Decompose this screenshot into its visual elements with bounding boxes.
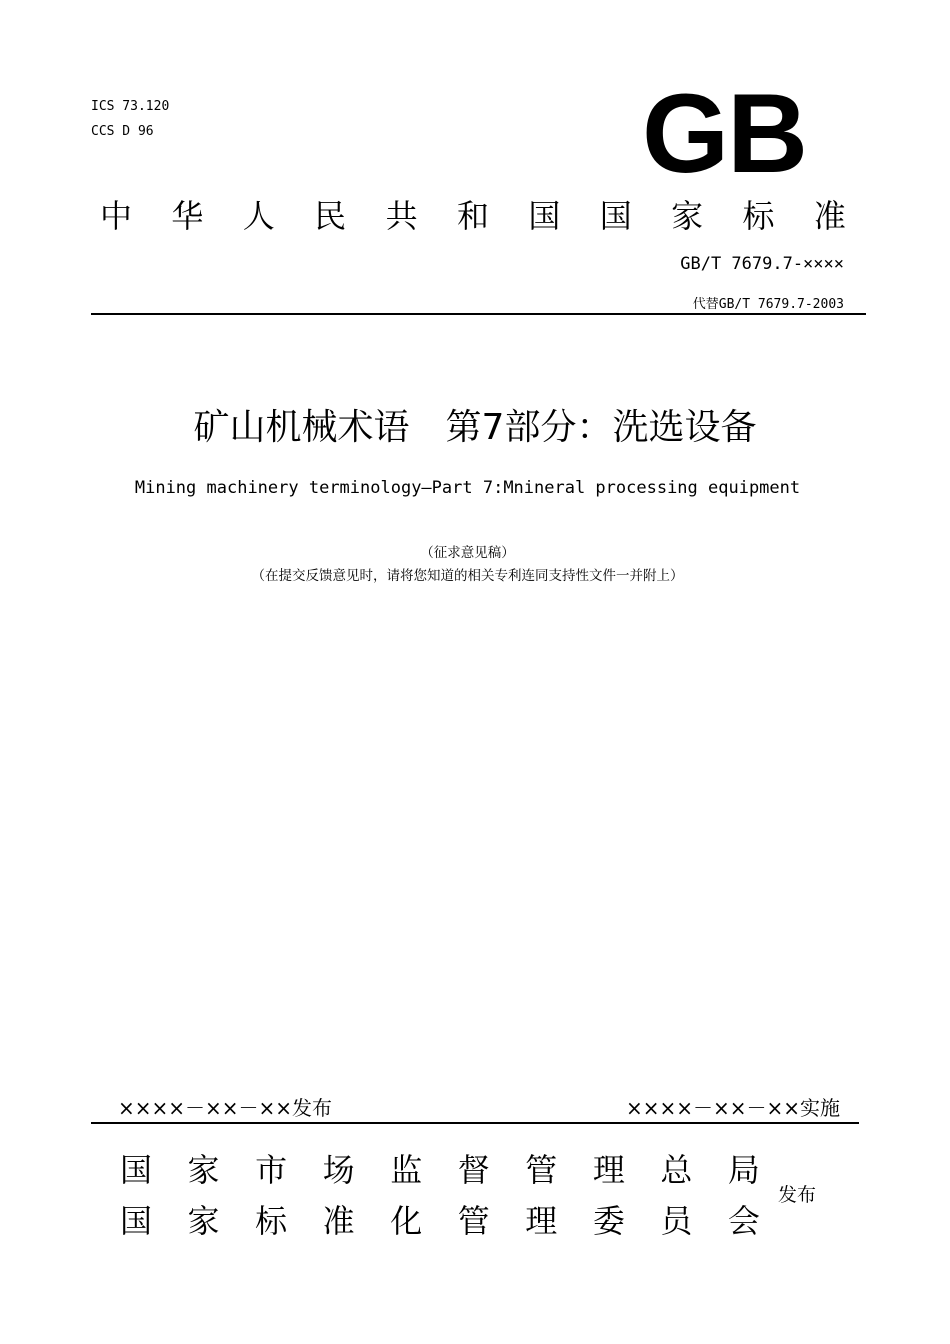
- header-divider: [91, 313, 866, 315]
- heading-char: 准: [813, 197, 846, 235]
- heading-char: 国: [528, 197, 561, 235]
- classification-codes: [91, 94, 169, 144]
- issuer-char: 国: [120, 1202, 153, 1240]
- ics-code: ICS 73.120: [91, 99, 170, 114]
- issuer-char: 场: [322, 1151, 355, 1189]
- heading-char: 中: [100, 197, 133, 235]
- issuer-char: 准: [322, 1202, 355, 1240]
- heading-char: 民: [314, 197, 347, 235]
- heading-char: 共: [385, 197, 418, 235]
- heading-char: 标: [742, 197, 775, 235]
- issuer-sac: [120, 1196, 760, 1242]
- ccs-code: CCS D 96: [91, 124, 154, 139]
- issuer-char: 总: [660, 1151, 693, 1189]
- issuer-samr: [120, 1145, 760, 1191]
- draft-notice: [0, 542, 935, 588]
- gb-logo: GB: [642, 71, 806, 196]
- issuer-char: 督: [457, 1151, 490, 1189]
- heading-char: 家: [671, 197, 704, 235]
- document-title-chinese: 矿山机械术语 第7部分：洗选设备: [193, 407, 757, 448]
- patent-note: （在提交反馈意见时，请将您知道的相关专利连同支持性文件一并附上）: [251, 568, 684, 584]
- heading-char: 华: [171, 197, 204, 235]
- country-standard-heading: [100, 196, 846, 236]
- issued-by-label: 发布: [778, 1184, 817, 1206]
- issuer-char: 理: [592, 1151, 625, 1189]
- issuer-char: 会: [727, 1202, 760, 1240]
- footer-divider: [91, 1122, 859, 1124]
- issuer-char: 局: [727, 1151, 760, 1189]
- replaces-standard: 代替GB/T 7679.7-2003: [692, 297, 844, 312]
- issuer-char: 理: [525, 1202, 558, 1240]
- issuer-char: 员: [660, 1202, 693, 1240]
- issuer-char: 委: [592, 1202, 625, 1240]
- document-title-english: Mining machinery terminology—Part 7:Mnineral processing equipment: [134, 478, 801, 498]
- heading-char: 国: [599, 197, 632, 235]
- issuer-char: 国: [120, 1151, 153, 1189]
- implement-date: ××××－××－××实施: [625, 1096, 840, 1120]
- issuer-char: 家: [187, 1202, 220, 1240]
- draft-status: （征求意见稿）: [420, 545, 515, 561]
- issuer-char: 标: [255, 1202, 288, 1240]
- heading-char: 和: [456, 197, 489, 235]
- issuer-char: 管: [525, 1151, 558, 1189]
- issuer-char: 化: [390, 1202, 423, 1240]
- publish-date: ××××－××－××发布: [118, 1096, 333, 1120]
- issuer-char: 管: [457, 1202, 490, 1240]
- heading-char: 人: [242, 197, 275, 235]
- issuer-char: 监: [390, 1151, 423, 1189]
- standard-number: GB/T 7679.7-××××: [680, 254, 844, 274]
- issuer-char: 市: [255, 1151, 288, 1189]
- issuer-char: 家: [187, 1151, 220, 1189]
